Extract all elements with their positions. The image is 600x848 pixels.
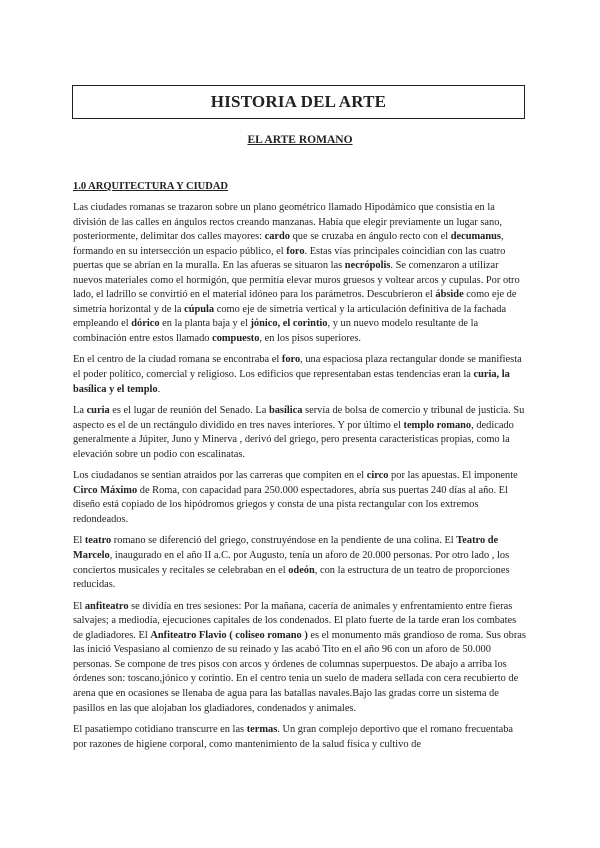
- bold-term: foro: [286, 245, 305, 257]
- bold-term: dórico: [131, 318, 160, 330]
- text-run: es el monumento más grandioso de roma. Sus obras las inició Vespasiano al comienzo de su reinado y las acabó Tito en el año 96 con un aforo de 50.000 personas. Se compone de tres pisos con arcos y órdenes de columnas superpuestos. De abajo a arriba los órdenes son: toscano,jónico y corintio. En el centro tenia un suelo de madera sellada con cera recubierto de arena que en ocasiones se llenaba de agua para las batallas navales.Bajo las gradas corre un sistema de pasillos en las que alojaban los gladiadores, condenados y animales.: [73, 629, 526, 714]
- text-run: En el centro de la ciudad romana se encontraba el: [73, 354, 282, 366]
- bold-term: cardo: [264, 231, 290, 243]
- bold-term: curia: [86, 405, 110, 417]
- bold-term: decumanus: [450, 231, 501, 243]
- text-run: .: [157, 383, 161, 395]
- text-run: es el lugar de reunión del Senado. La: [109, 405, 269, 417]
- paragraph: [73, 404, 527, 462]
- bold-term: foro: [281, 354, 301, 366]
- bold-term: ábside: [435, 289, 464, 301]
- text-run: El pasatiempo cotidiano transcurre en las: [73, 724, 247, 736]
- bold-term: Teatro de Marcelo: [73, 535, 499, 562]
- text-run: El: [73, 535, 85, 547]
- text-run: de Roma, con capacidad para 250.000 espectadores, abría sus puertas 240 días al año. El diseño está copiado de los hipódromos griegos y consta de una pista rectangular con los extremos redondeados.: [73, 484, 508, 525]
- bold-term: templo romano: [403, 419, 472, 431]
- document-body: [73, 201, 527, 759]
- text-run: . Estas vías principales coincidian con las cuatro puertas que se abrían en la muralla. En las afueras se situaron las: [73, 245, 506, 272]
- text-run: romano se diferenció del griego, construyéndose en la pendiente de una colina. El: [111, 535, 457, 547]
- bold-term: Circo Máximo: [73, 484, 138, 496]
- bold-term: basílica: [268, 405, 303, 417]
- text-run: Los ciudadanos se sentian atraidos por las carreras que compiten en el: [73, 470, 367, 482]
- bold-term: termas: [246, 724, 278, 736]
- document-subtitle: EL ARTE ROMANO: [247, 134, 353, 146]
- bold-term: circo: [366, 470, 389, 482]
- text-run: Las ciudades romanas se trazaron sobre un plano geométrico llamado Hipodámico que consistia en la división de las calles en ángulos rectos creando manzanas. Había que elegir previamente un lugar sano, posteriormente, delimitar dos calles mayores:: [73, 202, 503, 243]
- text-run: , dedicado generalmente a Júpiter, Juno y Minerva , derivó del griego, pero presenta caracteristicas propias, como la elevación sobre un podio con escalinatas.: [73, 419, 514, 460]
- text-run: como eje de simetría horizontal y de la: [73, 289, 517, 315]
- paragraph: [73, 201, 527, 346]
- text-run: como eje de simetria vertical y la articulación definitiva de la fachada empleando el: [73, 303, 507, 330]
- text-run: en la planta baja y el: [159, 318, 251, 330]
- text-run: , una espaciosa plaza rectangular donde se manifiesta el poder político, comercial y religioso. Los edificios que representaban estas tendencias eran la: [73, 354, 522, 381]
- text-run: por las apuestas. El imponente: [388, 470, 518, 482]
- paragraph: [73, 600, 527, 716]
- document-title: HISTORIA DEL ARTE: [210, 92, 387, 111]
- bold-term: compuesto: [212, 332, 260, 344]
- bold-term: Anfiteatro Flavio ( coliseo romano ): [150, 629, 308, 641]
- text-run: se dividía en tres sesiones: Por la mañana, cacería de animales y enfrentamiento entre fieras salvajes; a mediodía, ejecuciones capitales de los condenados. El plato fuerte de la tarde eran los combates de gladiadores. El: [73, 600, 517, 641]
- text-run: , inaugurado en el año II a.C. por Augusto, tenía un aforo de 20.000 personas. Por otro lado , los conciertos musicales y recitales se celebraban en el: [73, 550, 510, 576]
- text-run: La: [73, 405, 87, 417]
- bold-term: odeón: [288, 564, 315, 576]
- text-run: servía de bolsa de comercio y tribunal de justicia. Su aspecto es el de un rectángulo dividido en tres naves interiores. Y por último el: [73, 405, 525, 431]
- text-run: , en los pisos superiores.: [259, 332, 362, 344]
- paragraph: [73, 353, 527, 397]
- text-run: , formando en su intersección un espacio público, el: [73, 231, 504, 257]
- text-run: El: [73, 600, 85, 612]
- text-run: , con la estructura de un teatro de proporciones reducidas.: [73, 564, 510, 591]
- text-run: . Se comenzaron a utilizar nuevos materiales como el hormigón, que permitía elevar muros gruesos y voltear arcos y cupulas. Por otro lado, el ladrillo se convirtió en el material idóneo para los parámetros. Descubrieron el: [73, 260, 520, 301]
- bold-term: necrópolis: [344, 260, 391, 272]
- bold-term: jónico, el corintio: [250, 318, 328, 330]
- paragraph: [73, 534, 527, 592]
- text-run: , y un nuevo modelo resultante de la combinación entre estos llamado: [73, 318, 479, 344]
- bold-term: curia, la basílica y el templo: [73, 369, 510, 395]
- bold-term: teatro: [84, 535, 112, 547]
- paragraph: [73, 469, 527, 527]
- title-box: [72, 85, 525, 119]
- text-run: . Un gran complejo deportivo que el romano frecuentaba por razones de higiene corporal, como mantenimiento de la salud física y cultivo de: [73, 724, 514, 750]
- paragraph: [73, 723, 527, 752]
- bold-term: anfiteatro: [84, 600, 129, 612]
- bold-term: cúpula: [184, 303, 215, 315]
- text-run: que se cruzaba en ángulo recto con el: [290, 231, 451, 243]
- section-heading: 1.0 ARQUITECTURA Y CIUDAD: [73, 181, 228, 192]
